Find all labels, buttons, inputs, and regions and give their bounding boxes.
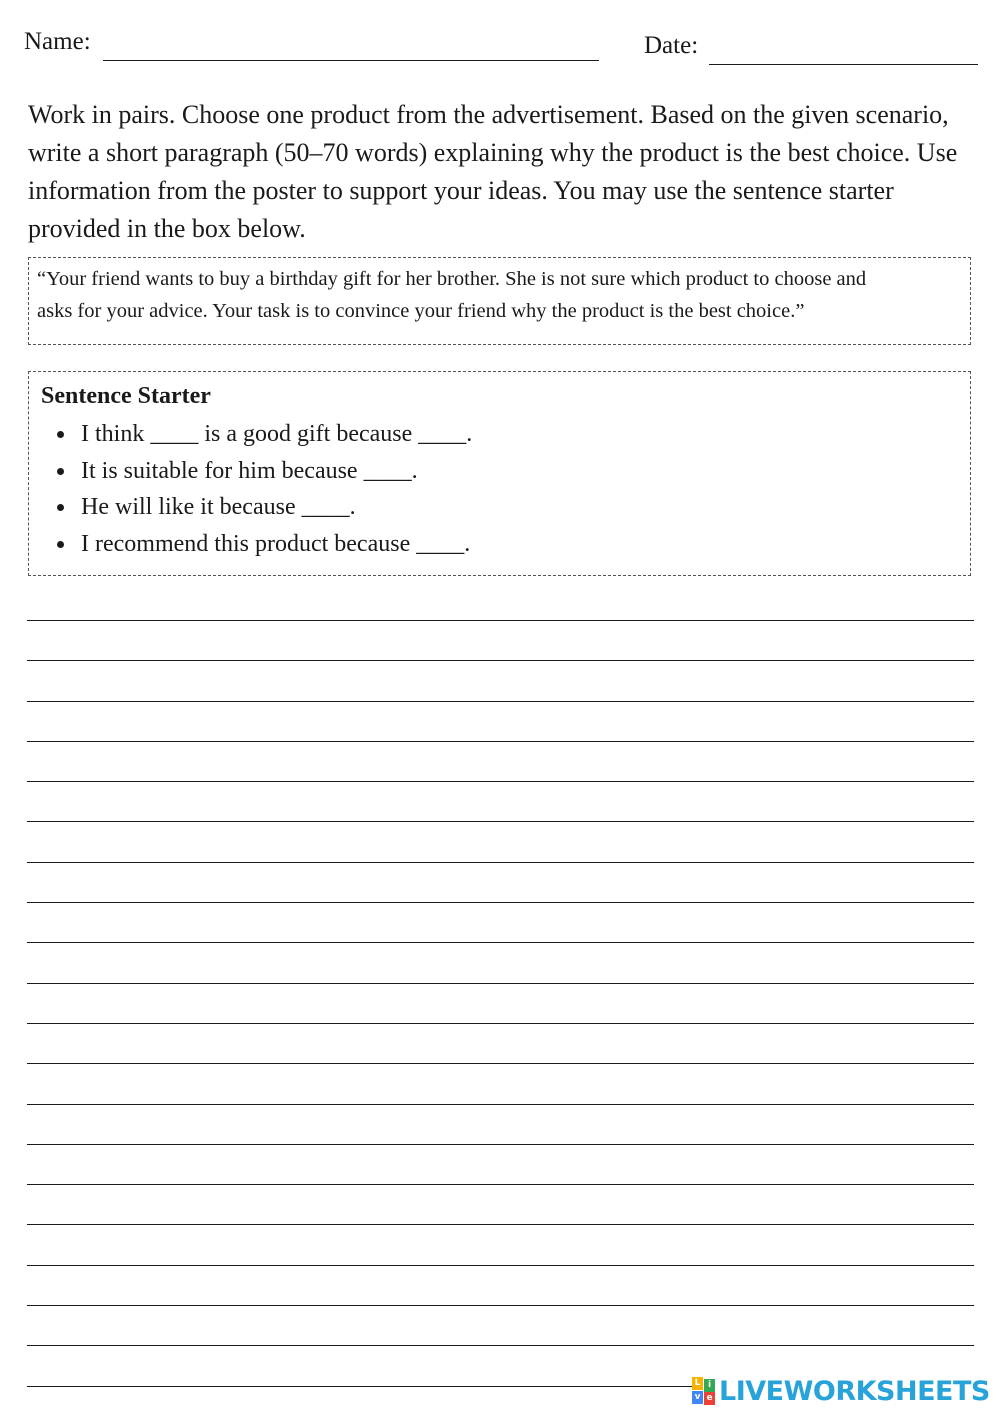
watermark-text: LIVEWORKSHEETS bbox=[719, 1375, 990, 1407]
header bbox=[0, 0, 1000, 80]
list-item bbox=[41, 453, 958, 490]
scenario-line-1: “Your friend wants to buy a birthday gift for her brother. She is not sure which product to choose and bbox=[37, 268, 867, 290]
writing-line[interactable] bbox=[27, 701, 974, 741]
writing-area[interactable] bbox=[27, 620, 974, 1426]
writing-line[interactable] bbox=[27, 862, 974, 902]
sentence-starter-text: I think ____ is a good gift because ____. bbox=[81, 421, 473, 447]
bullet-icon bbox=[57, 431, 64, 438]
writing-line[interactable] bbox=[27, 902, 974, 942]
writing-line[interactable] bbox=[27, 1184, 974, 1224]
list-item bbox=[41, 489, 958, 526]
sentence-starter-text: He will like it because ____. bbox=[81, 494, 356, 520]
list-item bbox=[41, 416, 958, 453]
scenario-text bbox=[37, 263, 962, 327]
writing-line[interactable] bbox=[27, 1063, 974, 1103]
liveworksheets-watermark bbox=[692, 1374, 996, 1408]
scenario-line-2: asks for your advice. Your task is to convince your friend why the product is the best choice.” bbox=[37, 300, 805, 322]
writing-line[interactable] bbox=[27, 1305, 974, 1345]
writing-line[interactable] bbox=[27, 1265, 974, 1305]
writing-line[interactable] bbox=[27, 660, 974, 700]
bullet-icon bbox=[57, 504, 64, 511]
liveworksheets-logo-icon: L i v e bbox=[692, 1377, 716, 1405]
writing-line[interactable] bbox=[27, 821, 974, 861]
sentence-starter-box bbox=[28, 371, 971, 576]
bullet-icon bbox=[57, 541, 64, 548]
sentence-starter-list bbox=[41, 416, 958, 562]
name-field[interactable] bbox=[103, 60, 599, 61]
list-item bbox=[41, 526, 958, 563]
writing-line[interactable] bbox=[27, 741, 974, 781]
sentence-starter-text: I recommend this product because ____. bbox=[81, 530, 471, 557]
writing-line[interactable] bbox=[27, 942, 974, 982]
bullet-icon bbox=[57, 468, 64, 475]
date-label: Date: bbox=[644, 32, 699, 59]
writing-line[interactable] bbox=[27, 620, 974, 660]
writing-line[interactable] bbox=[27, 1224, 974, 1264]
sentence-starter-text: It is suitable for him because ____. bbox=[81, 457, 418, 484]
writing-line[interactable] bbox=[27, 1144, 974, 1184]
date-field[interactable] bbox=[709, 64, 978, 65]
name-label: Name: bbox=[24, 28, 91, 55]
writing-line[interactable] bbox=[27, 1023, 974, 1063]
writing-line[interactable] bbox=[27, 983, 974, 1023]
instructions: Work in pairs. Choose one product from the advertisement. Based on the given scenario, write a short paragraph (50–70 words) explaining why the product is the best choice. Use information from the poster to support your ideas. You may use the sentence starter provided in the box below. bbox=[28, 100, 958, 243]
scenario-box bbox=[28, 257, 971, 345]
sentence-starter-title: Sentence Starter bbox=[41, 383, 211, 409]
writing-line[interactable] bbox=[27, 1104, 974, 1144]
writing-line[interactable] bbox=[27, 781, 974, 821]
